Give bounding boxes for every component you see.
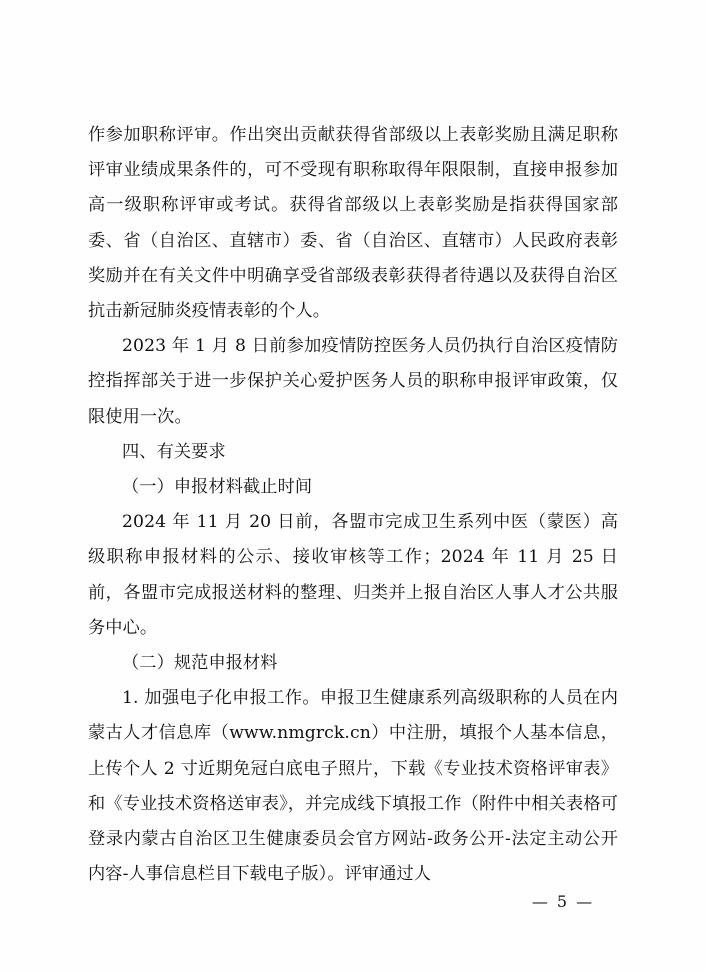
page-number: — 5 — [531,892,595,911]
subsection-heading-one: （一）申报材料截止时间 [122,477,313,498]
section-heading-four: 四、有关要求 [122,441,226,462]
page-footer [0,890,706,914]
document-body [88,118,618,892]
paragraph-1: 作参加职称评审。作出突出贡献获得省部级以上表彰奖励且满足职称评审业绩成果条件的，可不受现有职称取得年限限制，直接申报参加高一级职称评审或考试。获得省部级以上表彰奖励是指获得国家部委、省（自治区、直辖市）委、省（自治区、直辖市）人民政府表彰奖励并在有关文件中明确享受省部级表彰获得者待遇以及获得自治区抗击新冠肺炎疫情表彰的个人。 [88,125,618,322]
paragraph-2: 2023 年 1 月 8 日前参加疫情防控医务人员仍执行自治区疫情防控指挥部关于进一步保护关心爱护医务人员的职称申报评审政策，仅限使用一次。 [88,336,618,427]
subsection-heading-two: （二）规范申报材料 [122,653,278,674]
paragraph-3: 2024 年 11 月 20 日前，各盟市完成卫生系列中医（蒙医）高级职称申报材料的公示、接收审核等工作；2024 年 11 月 25 日前，各盟市完成报送材料的整理、归类并上报自治区人事人才公共服务中心。 [88,512,618,638]
paragraph-4: 1. 加强电子化申报工作。申报卫生健康系列高级职称的人员在内蒙古人才信息库（www.nmgrck.cn）中注册，填报个人基本信息，上传个人 2 寸近期免冠白底电子照片，下载《专业技术资格评审表》和《专业技术资格送审表》，并完成线下填报工作（附件中相关表格可登录内蒙古自治区卫生健康委员会官方网站-政务公开-法定主动公开内容-人事信息栏目下载电子版）。评审通过人 [88,688,618,885]
